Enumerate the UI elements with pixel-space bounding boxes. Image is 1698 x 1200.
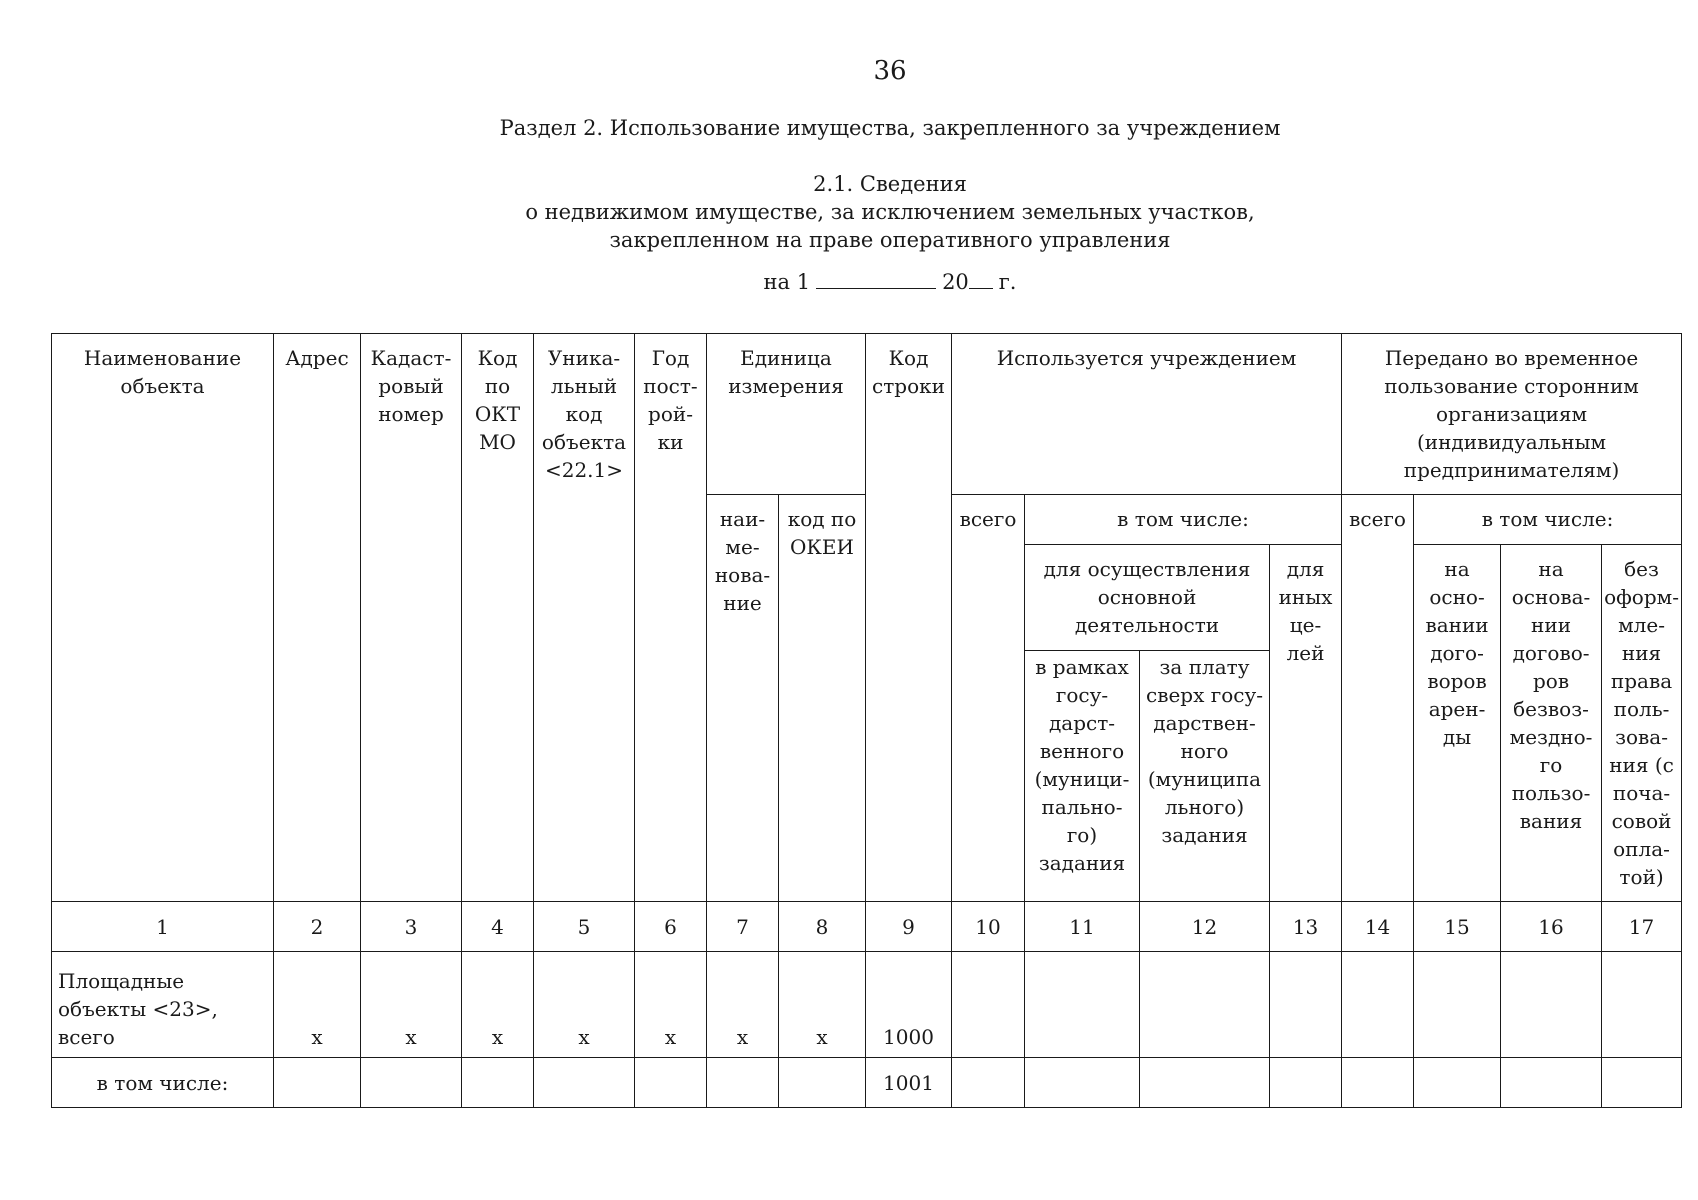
table-cell[interactable]: [534, 1058, 635, 1108]
header-cadastral-number: Кадаст-ровый номер: [361, 334, 462, 902]
table-row: [52, 952, 1682, 1058]
table-cell[interactable]: [1501, 952, 1602, 1058]
date-year-blank[interactable]: [969, 266, 993, 289]
column-number: 6: [635, 902, 707, 952]
column-number: 2: [274, 902, 361, 952]
column-number: 5: [534, 902, 635, 952]
header-hourly-paid-use: без оформ-мле-ния права поль-зова-ния (с поча-совой опла-той): [1602, 545, 1682, 902]
date-suffix: г.: [998, 270, 1017, 294]
table-cell[interactable]: [1270, 1058, 1342, 1108]
table-cell[interactable]: [707, 1058, 779, 1108]
header-free-use-agreements: на основа-нии догово-ров безвоз-мездно-го пользо-вания: [1501, 545, 1602, 902]
row-label: в том числе:: [52, 1058, 274, 1108]
table-cell[interactable]: [1025, 1058, 1140, 1108]
header-used-including: в том числе:: [1025, 495, 1342, 545]
table-cell[interactable]: [1140, 1058, 1270, 1108]
header-oktmo-code: Код по ОКТ МО: [462, 334, 534, 902]
table-cell[interactable]: x: [462, 952, 534, 1058]
column-number: 11: [1025, 902, 1140, 952]
subtitle: [0, 170, 1698, 254]
row-label: Площадные объекты <23>, всего: [52, 952, 274, 1058]
table-cell[interactable]: [361, 1058, 462, 1108]
date-prefix: на 1: [763, 270, 811, 294]
column-number: 13: [1270, 902, 1342, 952]
table-cell[interactable]: [462, 1058, 534, 1108]
table-cell[interactable]: [1602, 952, 1682, 1058]
page-number: 36: [873, 56, 907, 86]
table-cell[interactable]: [952, 1058, 1025, 1108]
table-cell[interactable]: x: [274, 952, 361, 1058]
table-cell[interactable]: [1342, 952, 1414, 1058]
column-number: 15: [1414, 902, 1501, 952]
header-transferred-total: всего: [1342, 495, 1414, 902]
column-number: 14: [1342, 902, 1414, 952]
table-cell[interactable]: [274, 1058, 361, 1108]
header-year-built: Год пост-рой-ки: [635, 334, 707, 902]
table-cell[interactable]: x: [361, 952, 462, 1058]
subtitle-line-3: закрепленном на праве оперативного управления: [609, 228, 1171, 252]
header-main-activity: для осуществления основной деятельности: [1025, 545, 1270, 651]
table-row: [52, 1058, 1682, 1108]
column-number: 1: [52, 902, 274, 952]
table-cell[interactable]: 1001: [866, 1058, 952, 1108]
subtitle-line-2: о недвижимом имуществе, за исключением земельных участков,: [525, 200, 1255, 224]
header-lease-agreements: на осно-вании дого-воров арен-ды: [1414, 545, 1501, 902]
header-unique-object-code: Уника-льный код объекта <22.1>: [534, 334, 635, 902]
table-cell[interactable]: x: [635, 952, 707, 1058]
section-title: Раздел 2. Использование имущества, закрепленного за учреждением: [499, 116, 1281, 140]
table-cell[interactable]: [1501, 1058, 1602, 1108]
table-cell[interactable]: [1414, 1058, 1501, 1108]
header-object-name: Наименование объекта: [52, 334, 274, 902]
header-transferred-group: Передано во временное пользование сторонним организациям (индивидуальным предпринимателям): [1342, 334, 1682, 495]
table-cell[interactable]: [1270, 952, 1342, 1058]
column-number: 17: [1602, 902, 1682, 952]
header-state-assignment: в рамках госу-дарст-венного (муници-пально-го) задания: [1025, 651, 1140, 902]
column-number: 12: [1140, 902, 1270, 952]
date-day-month-blank[interactable]: [816, 266, 936, 289]
header-address: Адрес: [274, 334, 361, 902]
table-cell[interactable]: [1414, 952, 1501, 1058]
column-number: 16: [1501, 902, 1602, 952]
table-cell[interactable]: x: [779, 952, 866, 1058]
table-cell[interactable]: [635, 1058, 707, 1108]
header-other-purposes: для иных це-лей: [1270, 545, 1342, 902]
table-cell[interactable]: [952, 952, 1025, 1058]
property-table: [51, 333, 1682, 1108]
table-cell[interactable]: [1602, 1058, 1682, 1108]
column-number: 9: [866, 902, 952, 952]
header-unit-name: наи-ме-нова-ние: [707, 495, 779, 902]
date-year-prefix: 20: [942, 270, 969, 294]
table-cell[interactable]: x: [707, 952, 779, 1058]
column-numbers-row: [52, 902, 1682, 952]
table-cell[interactable]: [1025, 952, 1140, 1058]
header-okei-code: код по ОКЕИ: [779, 495, 866, 902]
table-cell[interactable]: x: [534, 952, 635, 1058]
column-number: 10: [952, 902, 1025, 952]
date-line: [0, 266, 1698, 294]
header-used-group: Используется учреждением: [952, 334, 1342, 495]
column-number: 3: [361, 902, 462, 952]
header-transferred-including: в том числе:: [1414, 495, 1682, 545]
column-number: 4: [462, 902, 534, 952]
subtitle-line-1: 2.1. Сведения: [813, 172, 967, 196]
table-cell[interactable]: 1000: [866, 952, 952, 1058]
column-number: 8: [779, 902, 866, 952]
header-used-total: всего: [952, 495, 1025, 902]
table-cell[interactable]: [1342, 1058, 1414, 1108]
table-cell[interactable]: [779, 1058, 866, 1108]
header-row-code: Код строки: [866, 334, 952, 902]
table-cell[interactable]: [1140, 952, 1270, 1058]
header-paid-above-assignment: за плату сверх госу-дарствен-ного (муниципа льного) задания: [1140, 651, 1270, 902]
header-unit-group: Единица измерения: [707, 334, 866, 495]
column-number: 7: [707, 902, 779, 952]
